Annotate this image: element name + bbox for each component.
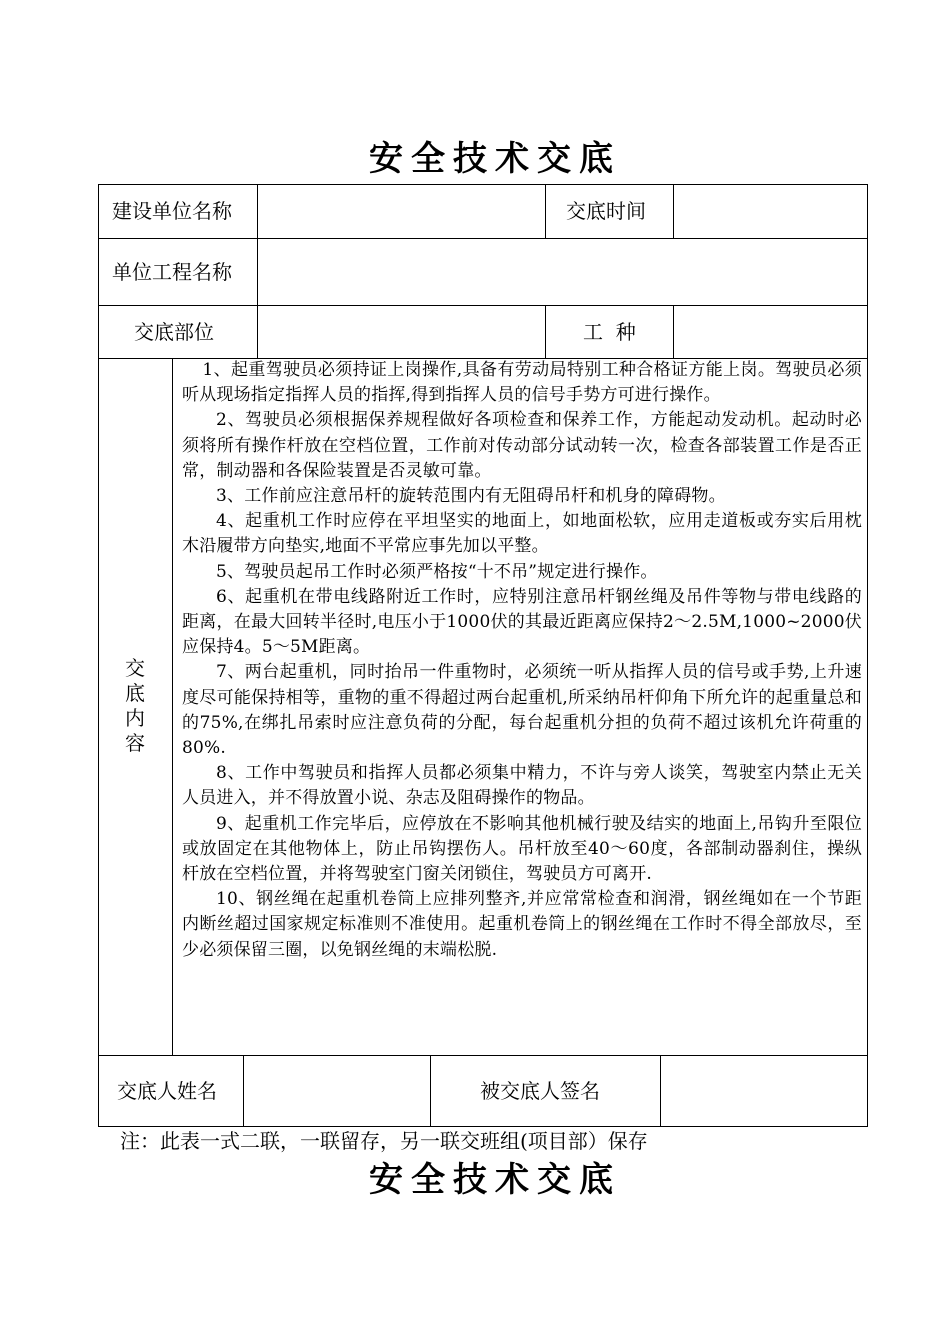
row-divider-2 [98,305,868,306]
document-title: 安全技术交底 [369,139,621,179]
col-divider-label [257,184,258,358]
footer-note: 注：此表一式二联，一联留存，另一联交班组(项目部）保存 [120,1129,648,1153]
col-divider-content [172,358,173,1055]
content-item: 3、工作前应注意吊杆的旋转范围内有无阻碍吊杆和机身的障碍物。 [216,486,726,507]
handover-person-label: 交底人姓名 [117,1079,217,1103]
content-item: 5、驾驶员起吊工作时必须严格按“十不吊”规定进行操作。 [216,561,658,582]
col-divider-worktype-left [545,305,546,358]
construction-unit-label: 建设单位名称 [112,199,232,223]
col-divider-worktype-right [673,305,674,358]
content-item: 4、起重机工作时应停在平坦坚实的地面上，如地面松软，应用走道板或夯实后用枕木沿履带方向垫实,地面不平常应事先加以平整。 [182,511,862,557]
content-item: 8、工作中驾驶员和指挥人员都必须集中精力，不许与旁人谈笑，驾驶室内禁止无关人员进入，并不得放置小说、杂志及阻碍操作的物品。 [182,763,862,809]
content-item: 6、起重机在带电线路附近工作时，应特别注意吊杆钢丝绳及吊件等物与带电线路的距离，在最大回转半径时,电压小于1000伏的其最近距离应保持2～2.5M,1000~2000伏应保持4。5～5M距离。 [182,586,862,658]
receiver-signature-label: 被交底人签名 [480,1079,600,1103]
col-divider-sign-1 [243,1055,244,1127]
content-item: 10、钢丝绳在起重机卷筒上应排列整齐,并应常常检查和润滑，钢丝绳如在一个节距内断丝超过国家规定标准则不准使用。起重机卷筒上的钢丝绳在工作时不得全部放尽，至少必须保留三圈，以免钢丝绳的末端松脱. [182,889,862,960]
col-divider-time-right [673,184,674,238]
project-name-label: 单位工程名称 [112,260,232,284]
content-item: 1、起重驾驶员必须持证上岗操作,具备有劳动局特别工种合格证方能上岗。驾驶员必须听从现场指定指挥人员的指挥,得到指挥人员的信号手势方可进行操作。 [182,360,862,406]
content-label: 交 底 内 容 [125,656,145,755]
handover-time-label: 交底时间 [566,199,646,223]
document-title-repeat: 安全技术交底 [369,1160,621,1200]
col-divider-sign-2 [430,1055,431,1127]
col-divider-time-left [545,184,546,238]
content-item: 7、两台起重机，同时抬吊一件重物时，必须统一听从指挥人员的信号或手势,上升速度尽可能保持相等，重物的重不得超过两台起重机,所采纳吊杆仰角下所允许的起重量总和的75%,在绑扎吊索时应注意负荷的分配，每台起重机分担的负荷不超过该机允许荷重的80%. [182,662,862,759]
row-divider-1 [98,238,868,239]
work-type-label: 工 种 [583,320,636,344]
handover-part-label: 交底部位 [134,320,214,344]
content-item: 2、驾驶员必须根据保养规程做好各项检查和保养工作，方能起动发动机。起动时必须将所有操作杆放在空档位置，工作前对传动部分试动转一次，检查各部装置工作是否正常，制动器和各保险装置是否灵敏可靠。 [182,410,862,481]
handover-content [182,358,862,963]
row-divider-4 [98,1055,868,1056]
col-divider-sign-3 [660,1055,661,1127]
content-item: 9、起重机工作完毕后，应停放在不影响其他机械行驶及结实的地面上,吊钩升至限位或放固定在其他物体上，防止吊钩摆伤人。吊杆放至40～60度，各部制动器刹住，操纵杆放在空档位置，并将驾驶室门窗关闭锁住，驾驶员方可离开. [182,813,862,885]
